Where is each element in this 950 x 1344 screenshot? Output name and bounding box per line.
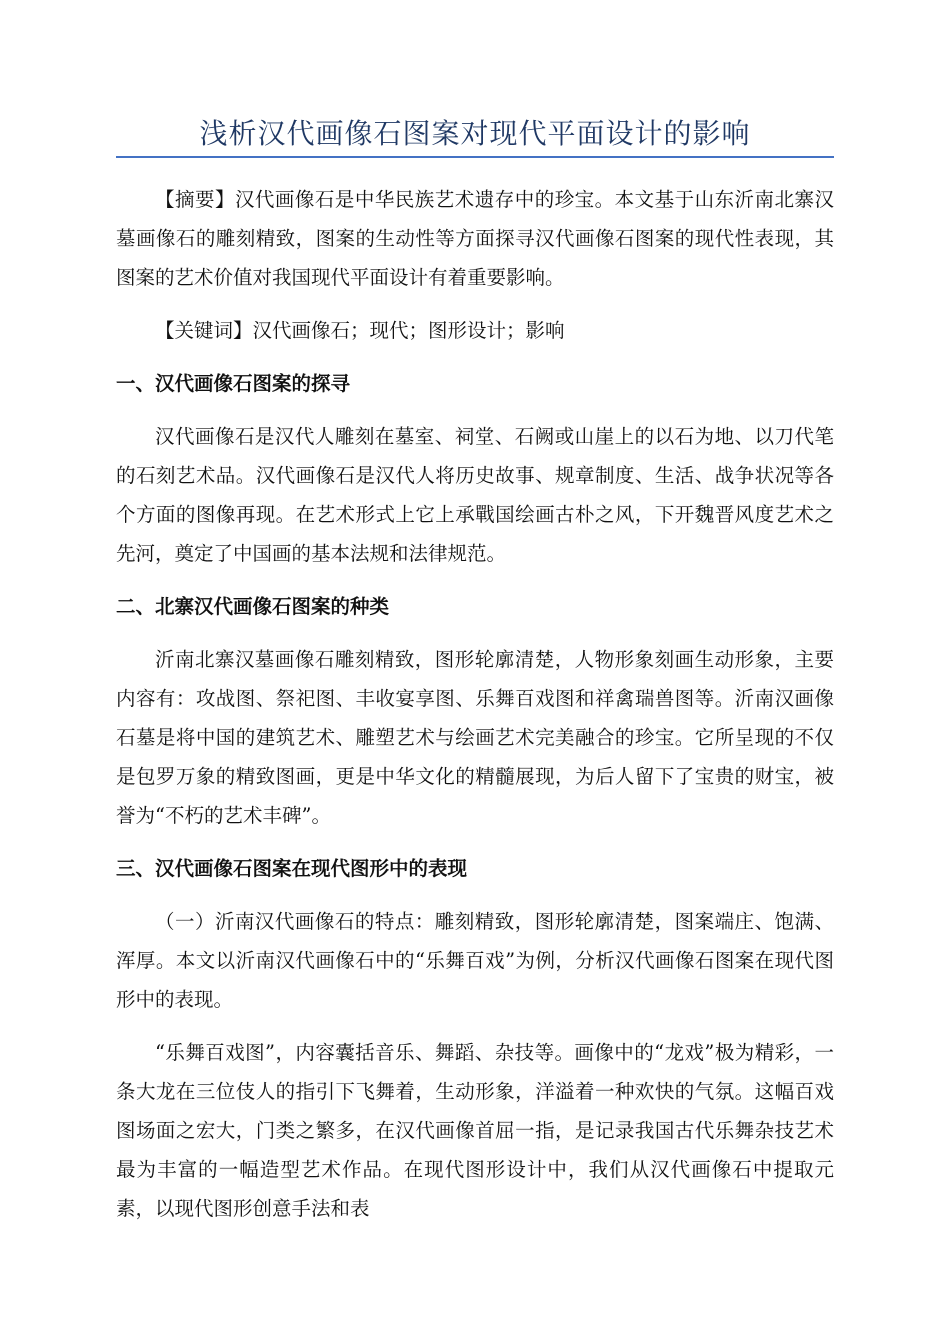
section-1-paragraph-1: 汉代画像石是汉代人雕刻在墓室、祠堂、石阙或山崖上的以石为地、以刀代笔的石刻艺术品。汉代画像石是汉代人将历史故事、规章制度、生活、战争状况等各个方面的图像再现。在艺术形式上它上承戰国绘画古朴之风，下开魏晋风度艺术之先河，奠定了中国画的基本法规和法律规范。 bbox=[116, 425, 834, 565]
section-3-paragraph-1: （一）沂南汉代画像石的特点：雕刻精致，图形轮廓清楚，图案端庄、饱满、浑厚。本文以沂南汉代画像石中的“乐舞百戏”为例，分析汉代画像石图案在现代图形中的表现。 bbox=[116, 910, 834, 1011]
document-title: 浅析汉代画像石图案对现代平面设计的影响 bbox=[199, 117, 751, 150]
keywords-paragraph: 【关键词】汉代画像石；现代；图形设计；影响 bbox=[155, 319, 565, 342]
title-underline bbox=[116, 156, 834, 158]
abstract-paragraph: 【摘要】汉代画像石是中华民族艺术遗存中的珍宝。本文基于山东沂南北寨汉墓画像石的雕刻精致，图案的生动性等方面探寻汉代画像石图案的现代性表现，其图案的艺术价值对我国现代平面设计有着重要影响。 bbox=[116, 188, 834, 289]
section-3-paragraph-2: “乐舞百戏图”，内容囊括音乐、舞蹈、杂技等。画像中的“龙戏”极为精彩，一条大龙在三位伎人的指引下飞舞着，生动形象，洋溢着一种欢快的气氛。这幅百戏图场面之宏大，门类之繁多，在汉代画像首屈一指，是记录我国古代乐舞杂技艺术最为丰富的一幅造型艺术作品。在现代图形设计中，我们从汉代画像石中提取元素，以现代图形创意手法和表 bbox=[116, 1041, 834, 1220]
section-2-paragraph-1: 沂南北寨汉墓画像石雕刻精致，图形轮廓清楚，人物形象刻画生动形象，主要内容有：攻战图、祭祀图、丰收宴享图、乐舞百戏图和祥禽瑞兽图等。沂南汉画像石墓是将中国的建筑艺术、雕塑艺术与绘画艺术完美融合的珍宝。它所呈现的不仅是包罗万象的精致图画，更是中华文化的精髓展现，为后人留下了宝贵的财宝，被誉为“不朽的艺术丰碑”。 bbox=[116, 648, 834, 827]
section-heading-2: 二、北寨汉代画像石图案的种类 bbox=[116, 595, 390, 618]
section-heading-3: 三、汉代画像石图案在现代图形中的表现 bbox=[116, 857, 468, 880]
section-heading-1: 一、汉代画像石图案的探寻 bbox=[116, 372, 351, 395]
document-page bbox=[116, 110, 834, 1242]
